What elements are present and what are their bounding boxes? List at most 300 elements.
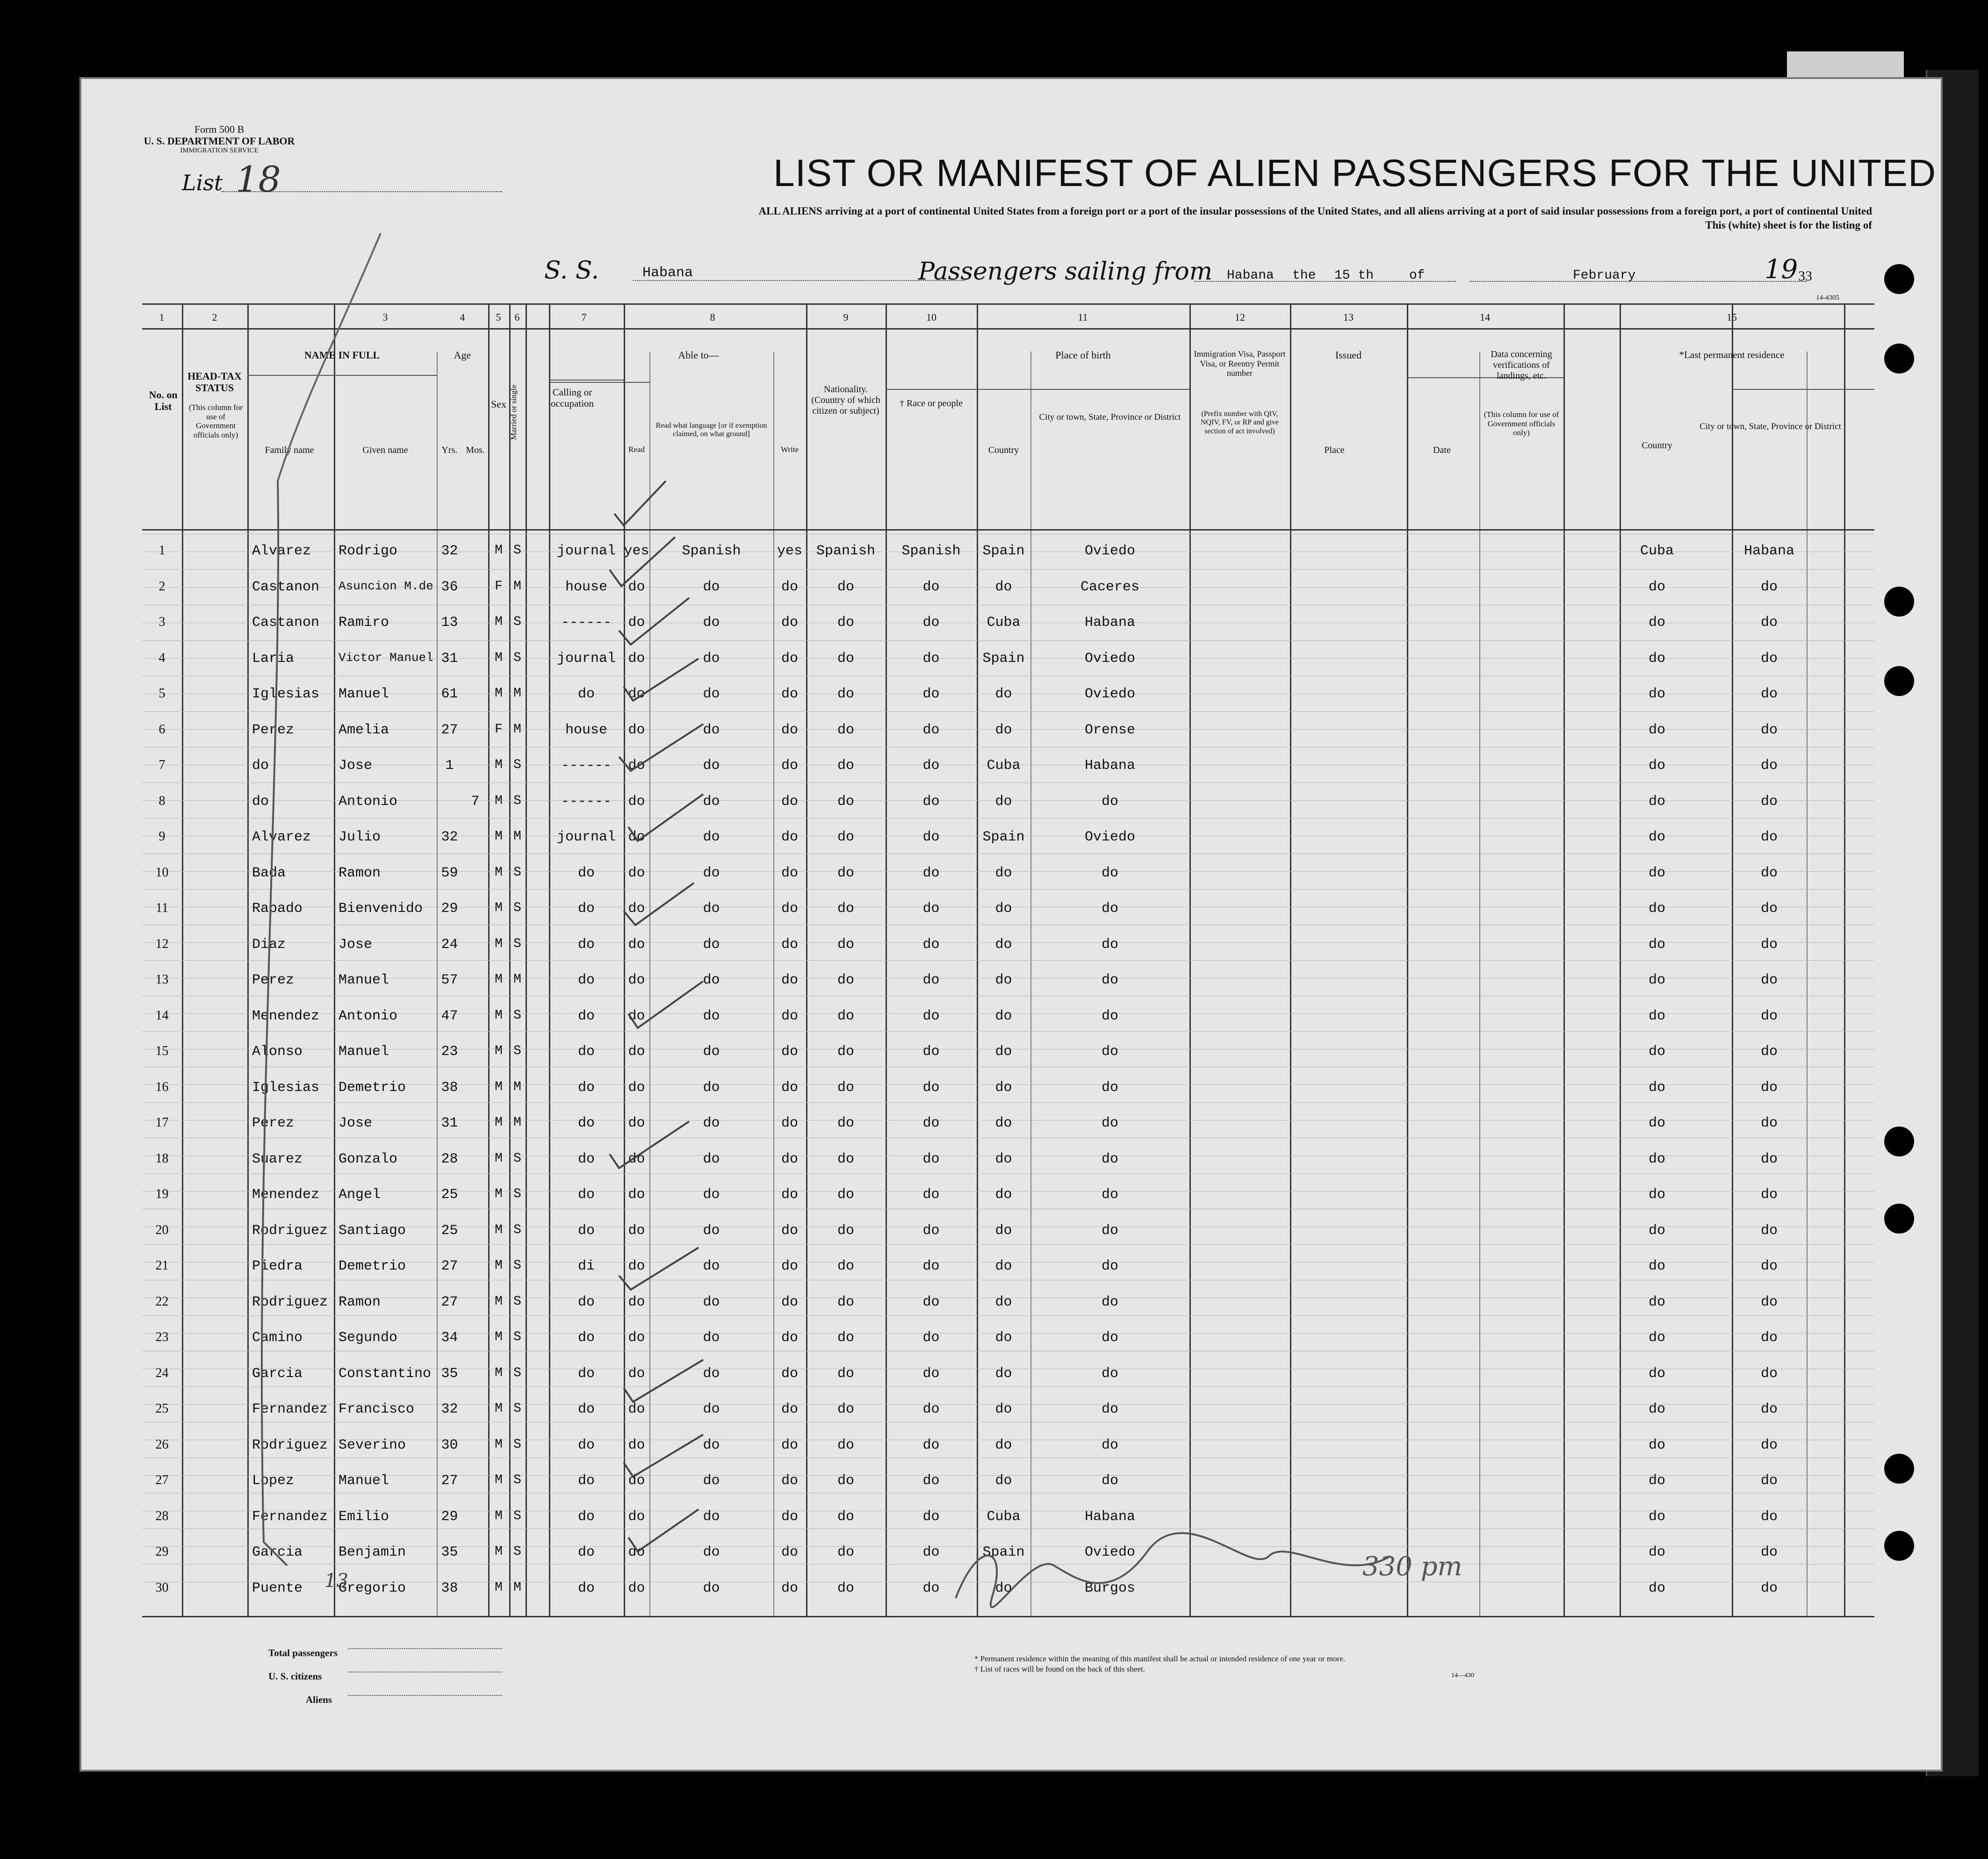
cell-yrs: 13	[441, 615, 458, 631]
cell-no: 29	[155, 1544, 169, 1559]
cell-no: 6	[158, 722, 166, 737]
cell-given: Benjamin	[339, 1544, 406, 1560]
cell-read: do	[628, 1580, 645, 1596]
cell-write: do	[781, 829, 798, 845]
cell-rcity: do	[1760, 865, 1778, 881]
cell-rcountry: do	[1648, 1544, 1665, 1560]
cell-ms: S	[513, 1258, 521, 1273]
cell-write: do	[781, 1437, 798, 1453]
column-number: 4	[460, 311, 465, 323]
cell-family: Iglesias	[252, 1079, 320, 1096]
cell-bcountry: do	[995, 865, 1012, 881]
cell-rcountry: do	[1648, 793, 1665, 810]
cell-calling: do	[577, 1222, 595, 1239]
cell-write: do	[781, 1365, 798, 1382]
cell-lang: do	[703, 1151, 720, 1167]
cell-no: 2	[158, 579, 166, 594]
cell-rcity: do	[1760, 1187, 1778, 1203]
cell-lang: do	[703, 615, 720, 631]
cell-yrs: 24	[441, 936, 458, 953]
cell-yrs: 28	[441, 1151, 458, 1167]
header-no-on-list: No. on List	[149, 389, 178, 413]
cell-rcity: do	[1760, 579, 1778, 595]
form-code: 14-4305	[1816, 294, 1839, 301]
manifest-title: LIST OR MANIFEST OF ALIEN PASSENGERS FOR THE UNITED	[773, 152, 1937, 194]
cell-rcountry: do	[1648, 1580, 1665, 1596]
cell-rcountry: do	[1648, 1044, 1665, 1060]
cell-calling: do	[577, 1115, 595, 1131]
cell-rcountry: do	[1648, 1330, 1665, 1346]
cell-ms: M	[513, 1079, 521, 1094]
cell-family: Camino	[252, 1330, 303, 1346]
cell-rcity: do	[1760, 1544, 1778, 1560]
cell-yrs: 31	[441, 1115, 458, 1131]
port-name: Habana	[1227, 268, 1274, 283]
cell-nat: do	[837, 1544, 854, 1560]
cell-no: 26	[155, 1437, 169, 1452]
cell-bcountry: Cuba	[987, 1508, 1021, 1525]
cell-ms: M	[513, 1115, 521, 1130]
department-label: U. S. DEPARTMENT OF LABOR	[144, 135, 295, 147]
cell-bcity: Habana	[1084, 615, 1136, 631]
cell-rcity: do	[1760, 1222, 1778, 1239]
cell-lang: do	[703, 972, 720, 988]
cell-given: Emilio	[339, 1508, 389, 1525]
cell-read: do	[628, 1008, 645, 1024]
punch-hole	[1884, 1204, 1914, 1234]
pencil-marks	[81, 79, 1945, 1773]
cell-rcountry: do	[1648, 1222, 1665, 1239]
form-number: Form 500 B	[194, 123, 245, 135]
cell-lang: do	[703, 1401, 720, 1417]
cell-no: 15	[155, 1044, 169, 1058]
cell-no: 14	[155, 1008, 169, 1023]
cell-bcountry: do	[995, 972, 1012, 988]
cell-family: Menendez	[252, 1008, 320, 1024]
cell-ms: S	[513, 1473, 521, 1487]
cell-read: do	[628, 1508, 645, 1525]
cell-lang: do	[703, 1437, 720, 1453]
cell-lang: do	[703, 1008, 720, 1024]
cell-yrs: 31	[441, 650, 458, 667]
header-nationality: Nationality. (Country of which citizen or subject)	[811, 384, 880, 416]
cell-family: Iglesias	[252, 686, 320, 702]
cell-sex: M	[495, 1437, 503, 1452]
footnote-races: † List of races will be found on the back of this sheet.	[974, 1665, 1145, 1673]
year-suffix: 33	[1798, 268, 1812, 284]
cell-rcity: do	[1760, 901, 1778, 917]
cell-race: do	[922, 1151, 940, 1167]
cell-family: Alvarez	[252, 829, 311, 845]
cell-write: do	[781, 1401, 798, 1417]
us-citizens-label: U. S. citizens	[268, 1671, 322, 1682]
cell-bcountry: do	[995, 1330, 1012, 1346]
cell-calling: ------	[561, 758, 612, 774]
cell-sex: M	[495, 1115, 503, 1130]
footer-code: 14—430	[1451, 1672, 1474, 1679]
cell-lang: do	[703, 1187, 720, 1203]
header-visa-note: (Prefix number with QIV, NQIV, FV, or RP and give section of act involved)	[1200, 410, 1279, 435]
cell-ms: S	[513, 1294, 521, 1309]
cell-rcity: do	[1760, 1079, 1778, 1096]
cell-read: do	[628, 1079, 645, 1096]
cell-given: Segundo	[339, 1330, 398, 1346]
cell-rcountry: do	[1648, 579, 1665, 595]
cell-nat: do	[837, 1473, 854, 1489]
cell-race: do	[922, 722, 940, 738]
cell-write: do	[781, 722, 798, 738]
year-prefix: 19	[1765, 254, 1798, 285]
cell-yrs: 38	[441, 1079, 458, 1096]
voyage-month: February	[1573, 268, 1636, 283]
cell-read: do	[628, 793, 645, 810]
cell-rcity: do	[1760, 1151, 1778, 1167]
cell-sex: M	[495, 1222, 503, 1237]
cell-rcountry: do	[1648, 829, 1665, 845]
cell-race: do	[922, 1437, 940, 1453]
margin-count: 13	[324, 1570, 348, 1592]
header-read-what: Read what language [or if exemption claimed, on what ground]	[655, 422, 767, 438]
cell-bcity: Oviedo	[1084, 829, 1136, 845]
cell-bcity: do	[1101, 901, 1118, 917]
cell-rcountry: do	[1648, 758, 1665, 774]
cell-write: yes	[777, 543, 802, 559]
header-place: Place	[1324, 445, 1345, 455]
cell-bcountry: do	[995, 1187, 1012, 1203]
cell-nat: do	[837, 1580, 854, 1596]
cell-write: do	[781, 1544, 798, 1560]
header-calling: Calling or occupation	[550, 387, 594, 409]
cell-calling: do	[577, 1044, 595, 1060]
cell-given: Manuel	[339, 972, 389, 988]
cell-calling: do	[577, 686, 595, 702]
cell-ms: S	[513, 1008, 521, 1023]
cell-read: do	[628, 972, 645, 988]
cell-family: Castanon	[252, 615, 320, 631]
cell-bcountry: Spain	[982, 829, 1025, 845]
cell-sex: M	[495, 865, 503, 880]
cell-family: Puente	[252, 1580, 303, 1596]
cell-write: do	[781, 1151, 798, 1167]
cell-race: do	[922, 793, 940, 810]
cell-write: do	[781, 1115, 798, 1131]
cell-bcity: do	[1101, 1151, 1118, 1167]
cell-rcountry: do	[1648, 901, 1665, 917]
cell-bcountry: Spain	[982, 1544, 1025, 1560]
cell-rcountry: do	[1648, 1473, 1665, 1489]
header-head-tax: HEAD-TAX STATUS	[187, 370, 242, 394]
cell-lang: do	[703, 1580, 720, 1596]
cell-no: 18	[155, 1151, 169, 1166]
cell-bcity: Orense	[1084, 722, 1136, 738]
cell-calling: do	[577, 1437, 595, 1453]
cell-family: Alonso	[252, 1044, 303, 1060]
header-head-tax-note: (This column for use of Government officials only)	[188, 403, 243, 439]
cell-no: 3	[158, 615, 166, 629]
cell-yrs: 27	[441, 1473, 458, 1489]
cell-family: Suarez	[252, 1151, 303, 1167]
cell-calling: ------	[561, 793, 612, 810]
of-word: of	[1409, 268, 1425, 283]
cell-rcountry: do	[1648, 1294, 1665, 1310]
cell-rcity: do	[1760, 972, 1778, 988]
cell-given: Rodrigo	[339, 543, 398, 559]
header-family-name: Family name	[265, 445, 314, 455]
cell-ms: S	[513, 1544, 521, 1559]
cell-lang: do	[703, 1544, 720, 1560]
subtitle-line-1: ALL ALIENS arriving at a port of continental United States from a foreign port or a port of the insular possessions of the United States, and all aliens arriving at a port of said insular possessions from a foreign port, a port of continental United	[758, 205, 1872, 217]
column-number: 6	[514, 311, 520, 323]
header-res-city: City or town, State, Province or District	[1700, 422, 1841, 431]
list-label: List	[182, 170, 223, 195]
cell-rcity: do	[1760, 1473, 1778, 1489]
cell-nat: do	[837, 1079, 854, 1096]
voyage-day: 15 th	[1334, 268, 1374, 283]
cell-race: do	[922, 1258, 940, 1274]
cell-given: Constantino	[339, 1365, 432, 1382]
cell-read: do	[628, 901, 645, 917]
cell-bcity: do	[1101, 1437, 1118, 1453]
cell-write: do	[781, 579, 798, 595]
cell-yrs: 29	[441, 1508, 458, 1525]
cell-calling: do	[577, 1294, 595, 1310]
cell-bcountry: do	[995, 722, 1012, 738]
header-verif: Data concerning verifications of landings, etc.	[1491, 349, 1552, 381]
cell-rcity: do	[1760, 1508, 1778, 1525]
the-word: the	[1292, 268, 1316, 283]
cell-nat: do	[837, 829, 854, 845]
cell-lang: do	[703, 579, 720, 595]
subtitle-line-2: This (white) sheet is for the listing of	[1705, 219, 1872, 231]
cell-write: do	[781, 1330, 798, 1346]
header-yrs: Yrs.	[441, 445, 458, 455]
cell-sex: M	[495, 1044, 503, 1058]
cell-yrs: 27	[441, 722, 458, 738]
cell-no: 16	[155, 1079, 169, 1094]
punch-hole	[1884, 1454, 1914, 1484]
cell-read: do	[628, 1115, 645, 1131]
cell-no: 22	[155, 1294, 169, 1309]
cell-bcity: Caceres	[1080, 579, 1140, 595]
cell-given: Manuel	[339, 1044, 389, 1060]
cell-calling: house	[565, 722, 607, 738]
cell-yrs: 36	[441, 579, 458, 595]
cell-bcity: Habana	[1084, 1508, 1136, 1525]
cell-bcountry: do	[995, 686, 1012, 702]
cell-sex: M	[495, 650, 503, 665]
cell-bcity: Oviedo	[1084, 686, 1136, 702]
cell-write: do	[781, 865, 798, 881]
cell-calling: journal	[556, 543, 616, 559]
column-number: 9	[843, 311, 849, 323]
cell-bcity: do	[1101, 1258, 1118, 1274]
cell-mos: 7	[471, 793, 480, 810]
cell-rcountry: Cuba	[1640, 543, 1674, 559]
column-number: 15	[1727, 311, 1737, 323]
cell-nat: do	[837, 758, 854, 774]
cell-ms: S	[513, 650, 521, 665]
cell-no: 19	[155, 1187, 169, 1201]
cell-rcountry: do	[1648, 1508, 1665, 1525]
cell-family: Rodriguez	[252, 1294, 328, 1310]
cell-yrs: 27	[441, 1294, 458, 1310]
cell-race: do	[922, 829, 940, 845]
page-tab	[1787, 51, 1904, 79]
cell-bcountry: do	[995, 1222, 1012, 1239]
cell-bcountry: Cuba	[987, 615, 1021, 631]
cell-no: 8	[158, 793, 166, 808]
cell-write: do	[781, 1508, 798, 1525]
cell-no: 25	[155, 1401, 169, 1416]
column-number: 5	[496, 311, 501, 323]
cell-race: do	[922, 865, 940, 881]
cell-yrs: 32	[441, 829, 458, 845]
cell-bcity: do	[1101, 1079, 1118, 1096]
service-label: IMMIGRATION SERVICE	[180, 147, 259, 154]
header-place-of-birth: Place of birth	[1055, 349, 1111, 361]
cell-race: do	[922, 1079, 940, 1096]
cell-read: do	[628, 829, 645, 845]
cell-given: Gonzalo	[339, 1151, 398, 1167]
cell-calling: do	[577, 1401, 595, 1417]
cell-family: Rodriguez	[252, 1222, 328, 1239]
cell-race: do	[922, 1294, 940, 1310]
cell-calling: do	[577, 1544, 595, 1560]
cell-rcountry: do	[1648, 865, 1665, 881]
cell-no: 21	[155, 1258, 169, 1273]
cell-read: do	[628, 1258, 645, 1274]
cell-nat: do	[837, 793, 854, 810]
cell-family: Fernandez	[252, 1401, 328, 1417]
cell-bcountry: do	[995, 1437, 1012, 1453]
header-mos: Mos.	[466, 445, 485, 455]
cell-rcountry: do	[1648, 650, 1665, 667]
cell-lang: do	[703, 793, 720, 810]
cell-yrs: 32	[441, 543, 458, 559]
cell-yrs: 25	[441, 1222, 458, 1239]
cell-read: do	[628, 1473, 645, 1489]
cell-bcountry: do	[995, 936, 1012, 953]
list-number: 18	[236, 158, 281, 200]
cell-bcountry: do	[995, 1079, 1012, 1096]
cell-bcity: do	[1101, 1187, 1118, 1203]
cell-sex: M	[495, 1544, 503, 1559]
cell-read: do	[628, 1044, 645, 1060]
cell-lang: do	[703, 1508, 720, 1525]
cell-ms: S	[513, 793, 521, 808]
cell-lang: do	[703, 1222, 720, 1239]
cell-given: Bienvenido	[339, 901, 423, 917]
cell-no: 17	[155, 1115, 169, 1130]
cell-nat: do	[837, 1508, 854, 1525]
header-married: Married or single	[509, 384, 518, 440]
cell-nat: do	[837, 615, 854, 631]
cell-read: do	[628, 1365, 645, 1382]
cell-race: do	[922, 972, 940, 988]
cell-given: Manuel	[339, 686, 389, 702]
cell-bcity: do	[1101, 1222, 1118, 1239]
cell-family: Garcia	[252, 1544, 303, 1560]
cell-ms: S	[513, 1330, 521, 1344]
cell-bcity: do	[1101, 972, 1118, 988]
cell-bcity: do	[1101, 936, 1118, 953]
cell-family: Perez	[252, 1115, 295, 1131]
cell-rcity: Habana	[1743, 543, 1795, 559]
cell-bcountry: do	[995, 1258, 1012, 1274]
cell-no: 10	[155, 865, 169, 880]
cell-write: do	[781, 1258, 798, 1274]
cell-family: Bada	[252, 865, 286, 881]
cell-given: Severino	[339, 1437, 406, 1453]
cell-nat: do	[837, 1365, 854, 1382]
column-number: 8	[710, 311, 715, 323]
cell-lang: do	[703, 1330, 720, 1346]
cell-calling: do	[577, 936, 595, 953]
cell-rcity: do	[1760, 758, 1778, 774]
cell-calling: do	[577, 1580, 595, 1596]
cell-sex: M	[495, 972, 503, 987]
cell-rcity: do	[1760, 1437, 1778, 1453]
column-number: 3	[382, 311, 388, 323]
cell-yrs: 1	[445, 758, 454, 774]
cell-yrs: 47	[441, 1008, 458, 1024]
cell-rcity: do	[1760, 1401, 1778, 1417]
cell-bcity: do	[1101, 1330, 1118, 1346]
cell-nat: do	[837, 579, 854, 595]
cell-no: 23	[155, 1330, 169, 1344]
cell-rcity: do	[1760, 1115, 1778, 1131]
cell-no: 20	[155, 1222, 169, 1237]
header-issued: Issued	[1335, 349, 1362, 361]
column-number: 11	[1078, 311, 1088, 323]
cell-ms: M	[513, 972, 521, 987]
cell-yrs: 38	[441, 1580, 458, 1596]
cell-no: 13	[155, 972, 169, 987]
cell-no: 11	[156, 901, 168, 915]
cell-rcountry: do	[1648, 936, 1665, 953]
cell-read: do	[628, 686, 645, 702]
cell-yrs: 25	[441, 1187, 458, 1203]
cell-sex: M	[495, 615, 503, 629]
cell-calling: ------	[561, 615, 612, 631]
cell-nat: do	[837, 936, 854, 953]
cell-ms: M	[513, 1580, 521, 1595]
cell-nat: do	[837, 1187, 854, 1203]
cell-rcity: do	[1760, 686, 1778, 702]
cell-sex: M	[495, 1258, 503, 1273]
cell-write: do	[781, 936, 798, 953]
cell-family: Garcia	[252, 1365, 303, 1382]
column-number: 13	[1343, 311, 1354, 323]
header-name-in-full: NAME IN FULL	[304, 349, 380, 361]
cell-bcity: Oviedo	[1084, 1544, 1136, 1560]
cell-read: do	[628, 1544, 645, 1560]
cell-nat: do	[837, 1437, 854, 1453]
cell-race: do	[922, 1115, 940, 1131]
cell-nat: do	[837, 1044, 854, 1060]
header-write: Write	[780, 445, 799, 454]
cell-rcountry: do	[1648, 1079, 1665, 1096]
cell-rcity: do	[1760, 615, 1778, 631]
cell-nat: do	[837, 722, 854, 738]
cell-ms: S	[513, 1044, 521, 1058]
cell-lang: do	[703, 650, 720, 667]
cell-nat: do	[837, 686, 854, 702]
cell-rcity: do	[1760, 1580, 1778, 1596]
cell-no: 28	[155, 1508, 169, 1523]
cell-no: 4	[158, 650, 166, 665]
cell-rcountry: do	[1648, 722, 1665, 738]
